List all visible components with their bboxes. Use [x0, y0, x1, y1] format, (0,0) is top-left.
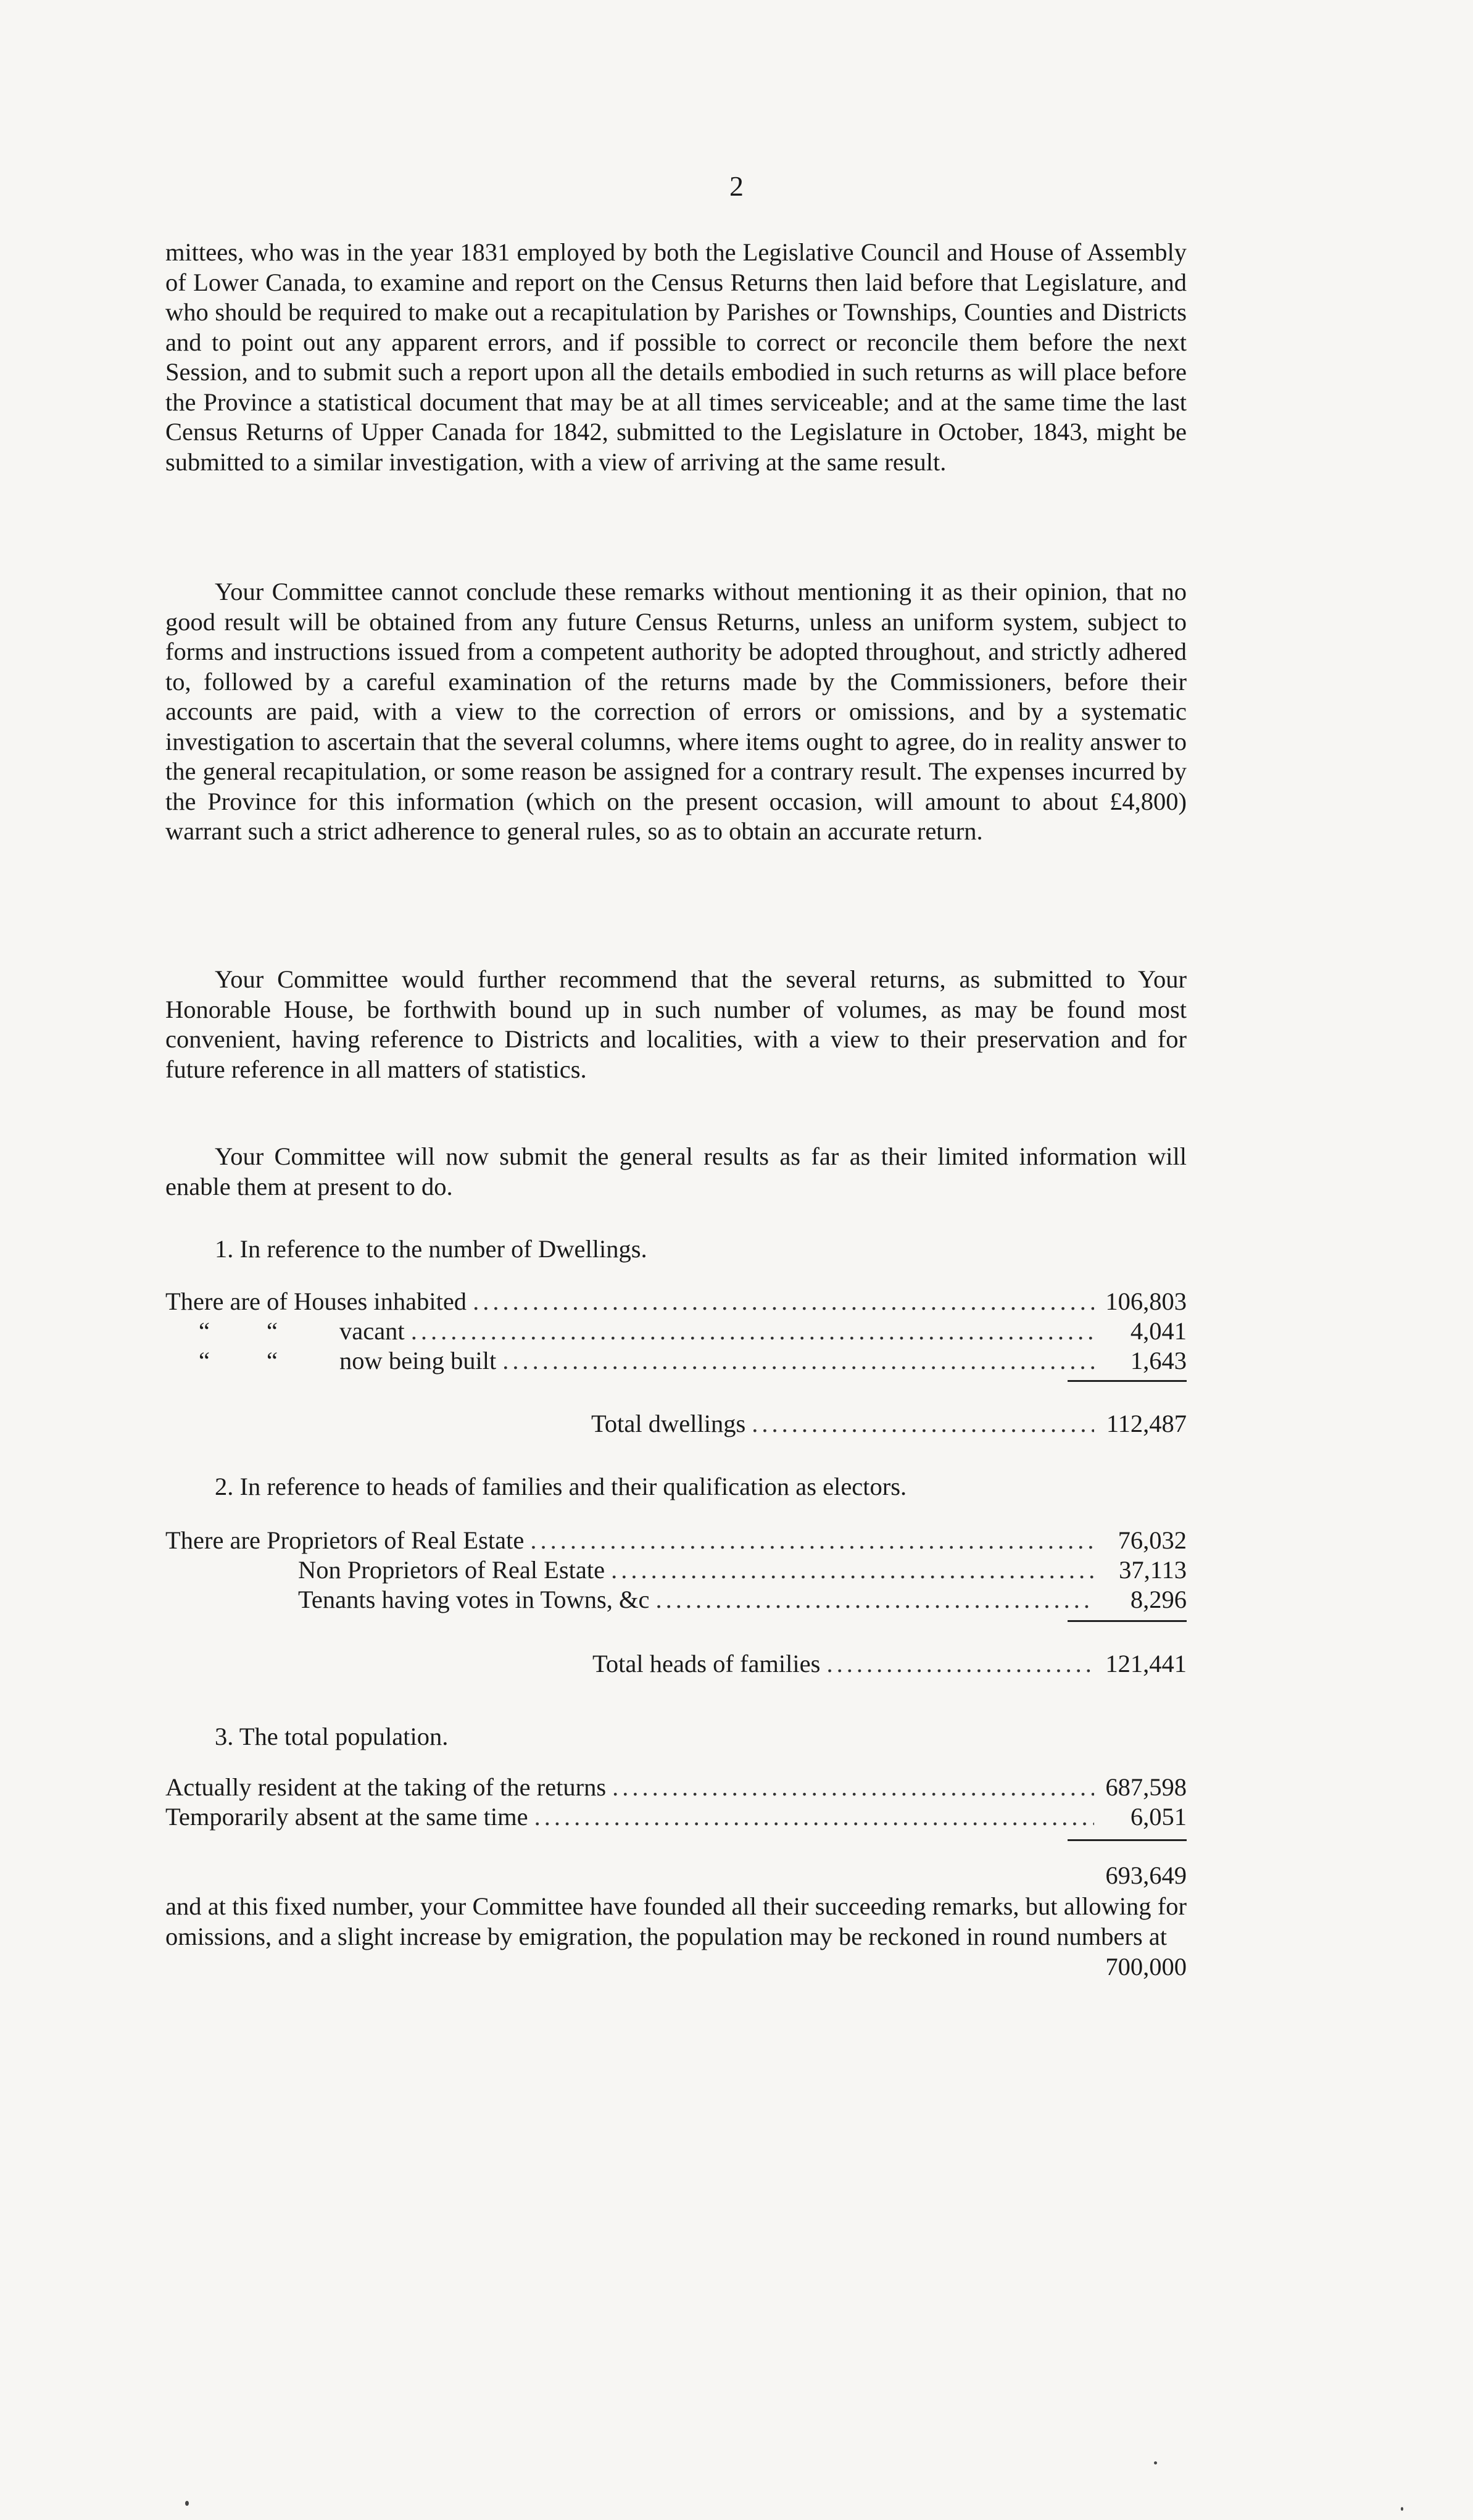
paragraph-text: Your Committee cannot conclude these remarks without mentioning it as their opinion, that no good result will be obtained from any future Census Returns, unless an uniform system, subject to forms and instructions issued from a competent authority be adopted throughout, and strictly adhered to, followed by a careful examination of the returns made by the Commissioners, before their accounts are paid, with a view to the correction of errors or omissions, and by a systematic investigation to ascertain that the several columns, where items ought to agree, do in reality answer to the general recapitulation, or some reason be assigned for a contrary result. The expenses incurred by the Province for this information (which on the present occasion, will amount to about £4,800) warrant such a strict adherence to general rules, so as to obtain an accurate return. [165, 578, 1187, 845]
table-row [165, 1802, 1187, 1832]
paragraph-binding-returns [165, 965, 1187, 1084]
sum-row [165, 1861, 1187, 1890]
section-heading-dwellings: 1. In reference to the number of Dwellings. [215, 1235, 647, 1263]
paragraph-text: Your Committee would further recommend that the several returns, as submitted to Your Honorable House, be forthwith bound up in such number of volumes, as may be found most convenient, having reference to Districts and localities, with a view to their preservation and for future reference in all matters of statistics. [165, 965, 1187, 1083]
row-value: 106,803 [1105, 1287, 1187, 1315]
row-label: There are of Houses inhabited [165, 1287, 467, 1315]
row-label: Tenants having votes in Towns, &c [298, 1586, 650, 1613]
total-label: Total heads of families [592, 1650, 821, 1678]
row-value: 4,041 [1130, 1317, 1187, 1345]
paper-speck [185, 2501, 189, 2506]
row-value: 8,296 [1130, 1586, 1187, 1613]
paragraph-text: Your Committee will now submit the general results as far as their limited information will enable them at present to do. [165, 1142, 1187, 1200]
sum-rule [1068, 1839, 1187, 1841]
row-label: vacant [339, 1317, 405, 1345]
sum-rule [1068, 1380, 1187, 1382]
table-row [165, 1346, 1187, 1376]
row-value: 1,643 [1130, 1347, 1187, 1374]
table-row [165, 1773, 1187, 1802]
closing-paragraph [165, 1892, 1187, 1952]
paragraph-general-results [165, 1142, 1187, 1202]
paragraph-text: mittees, who was in the year 1831 employed by both the Legislative Council and House of Assembly of Lower Canada, to examine and report on the Census Returns then laid before that Legislature, and who should be required to make out a recapitulation by Parishes or Townships, Counties and Districts and to point out any apparent errors, and if possible to correct or reconcile them before the next Session, and to submit such a report upon all the details embodied in such returns as will place before the Province a statistical document that may be at all times serviceable; and at the same time the last Census Returns of Upper Canada for 1842, submitted to the Legislature in October, 1843, might be submitted to a similar investigation, with a view of arriving at the same result. [165, 238, 1187, 476]
row-value: 687,598 [1105, 1773, 1187, 1801]
sum-rule [1068, 1620, 1187, 1622]
row-value: 6,051 [1130, 1803, 1187, 1831]
ditto-mark: “ [199, 1317, 210, 1345]
ditto-mark: “ [199, 1347, 210, 1374]
row-label: now being built [339, 1347, 497, 1374]
closing-total-value: 700,000 [1105, 1953, 1187, 1981]
row-label: There are Proprietors of Real Estate [165, 1526, 525, 1554]
closing-text: and at this fixed number, your Committee have founded all their succeeding remarks, but allowing for omissions, and a slight increase by emigration, the population may be reckoned in round numbers at [165, 1892, 1187, 1950]
total-value: 121,441 [1105, 1650, 1187, 1678]
paper-speck [1401, 2507, 1403, 2511]
table-row [298, 1585, 1187, 1615]
row-value: 76,032 [1118, 1526, 1187, 1554]
paragraph-census-system [165, 577, 1187, 847]
total-label: Total dwellings [591, 1410, 746, 1437]
section-heading-population: 3. The total population. [215, 1723, 449, 1750]
table-row [298, 1555, 1187, 1585]
table-row [165, 1287, 1187, 1316]
ditto-mark: “ [267, 1347, 278, 1374]
total-row [592, 1649, 1187, 1679]
section-heading-heads-of-families: 2. In reference to heads of families and their qualification as electors. [215, 1473, 907, 1500]
page-number: 2 [729, 170, 744, 202]
total-row [591, 1409, 1187, 1439]
table-row [165, 1316, 1187, 1346]
paragraph-continuation [165, 238, 1187, 477]
total-value: 112,487 [1106, 1410, 1187, 1437]
closing-total-row [165, 1952, 1187, 1981]
ditto-mark: “ [267, 1317, 278, 1345]
row-value: 37,113 [1119, 1556, 1187, 1584]
paper-speck [1154, 2461, 1157, 2464]
row-label: Actually resident at the taking of the returns [165, 1773, 607, 1801]
sum-value: 693,649 [1105, 1861, 1187, 1889]
table-row [165, 1526, 1187, 1555]
row-label: Non Proprietors of Real Estate [298, 1556, 605, 1584]
row-label: Temporarily absent at the same time [165, 1803, 528, 1831]
